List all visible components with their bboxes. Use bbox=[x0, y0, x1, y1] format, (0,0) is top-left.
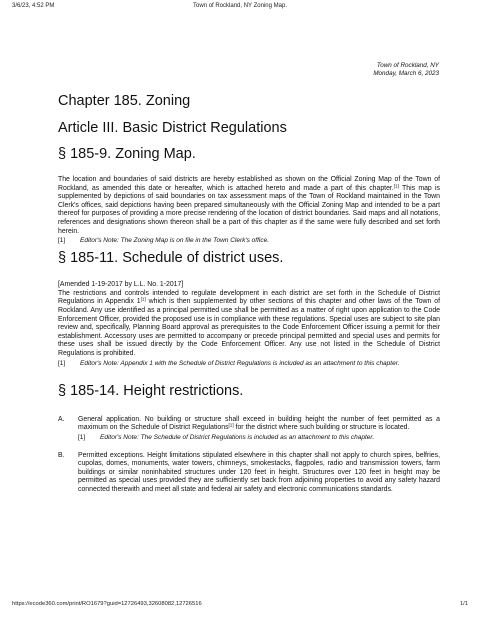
footnote-link[interactable]: [1] bbox=[140, 296, 146, 302]
print-page-title: Town of Rockland, NY Zoning Map. bbox=[193, 3, 287, 9]
footnote-link[interactable]: [1] bbox=[228, 422, 234, 428]
print-url: https://ecode360.com/print/RO1679?guid=12726493,32608082,12726516 bbox=[12, 601, 202, 607]
footnote-number: [1] bbox=[78, 433, 86, 441]
item-text: General application. No building or structure shall exceed in building height the number of feet permitted as a maximum on the Schedule of District Regulations[1] for the district where such building or structure is located. bbox=[78, 415, 440, 432]
print-timestamp: 3/6/23, 4:52 PM bbox=[12, 3, 55, 9]
section-185-9-text: The location and boundaries of said districts are hereby established as shown on the Official Zoning Map of the Town of Rockland, as amended this date or hereafter, which is attached hereto and made a part of this chapter.[1] This map is supplemented by depictions of said boundaries on tax assessment maps of the Town of Rockland maintained in the Town Clerk's offices, said depictions having been prepared simultaneously with the Official Zoning Map and intended to be a part thereof for purposes of providing a more precise rendering of the location of district boundaries. Said maps and all notations, references and designations shown thereon shall be a part of this chapter as if the same were fully described and set forth herein. bbox=[58, 176, 440, 235]
footnote-number: [1] bbox=[58, 359, 66, 367]
meta-town: Town of Rockland, NY bbox=[376, 62, 439, 69]
footnote-number: [1] bbox=[58, 237, 66, 245]
editors-note bbox=[78, 434, 440, 442]
editors-note-text: Editor's Note: Appendix 1 with the Schedule of District Regulations is included as an attachment to this chapter. bbox=[80, 359, 400, 367]
editors-note-text: Editor's Note: The Schedule of District Regulations is included as an attachment to this chapter. bbox=[100, 433, 375, 441]
item-text: Permitted exceptions. Height limitations stipulated elsewhere in this chapter shall not apply to church spires, belfries, cupolas, domes, monuments, water towers, chimneys, smokestacks, flagpoles, radio and transmission towers, farm buildings or similar noninhabited structures under 120 feet in height. Structures over 120 feet in height may be permitted as special uses provided they are sufficiently set back from adjoining properties to avoid any safety hazard connected therewith and meet all state and federal air safety and electronic communications standards. bbox=[78, 451, 440, 494]
height-restrictions-list bbox=[58, 416, 440, 495]
item-letter: B. bbox=[58, 451, 65, 459]
section-heading-185-14: § 185-14. Height restrictions. bbox=[58, 382, 244, 399]
list-item bbox=[58, 452, 440, 495]
footnote-link[interactable]: [1] bbox=[393, 183, 399, 188]
page-number: 1/1 bbox=[459, 601, 468, 607]
section-heading-185-11: § 185-11. Schedule of district uses. bbox=[58, 250, 284, 267]
editors-note-text: Editor's Note: The Zoning Map is on file in the Town Clerk's office. bbox=[80, 237, 270, 245]
document-body bbox=[58, 92, 440, 505]
section-heading-185-9: § 185-9. Zoning Map. bbox=[58, 146, 196, 162]
editors-note bbox=[58, 360, 440, 368]
section-185-11-text: The restrictions and controls intended to regulate development in each district are set forth in the Schedule of District Regulations in Appendix 1[1] which is then supplemented by other sections of this chapter and other laws of the Town of Rockland. Any use identified as a principal permitted use shall be permitted as a matter of right upon application to the Code Enforcement Officer, provided the proposed use is in compliance with these regulations. Special uses are subject to site plan review and, specifically, Planning Board approval as prerequisites to the Code Enforcement Officer issuing a permit for their establishment. Accessory uses are permitted to accompany or precede principal permitted and special uses and permits for these uses shall be issued directly by the Code Enforcement Officer. Any use not listed in the Schedule of District Regulations is prohibited. bbox=[58, 289, 441, 357]
chapter-heading: Chapter 185. Zoning bbox=[58, 93, 191, 109]
article-heading: Article III. Basic District Regulations bbox=[58, 120, 287, 136]
item-letter: A. bbox=[58, 415, 65, 423]
meta-date: Monday, March 6, 2023 bbox=[373, 69, 439, 77]
amendment-note: [Amended 1-19-2017 by L.L. No. 1-2017] bbox=[58, 281, 184, 289]
list-item bbox=[58, 416, 440, 442]
document-meta bbox=[373, 62, 439, 77]
editors-note bbox=[58, 237, 440, 245]
